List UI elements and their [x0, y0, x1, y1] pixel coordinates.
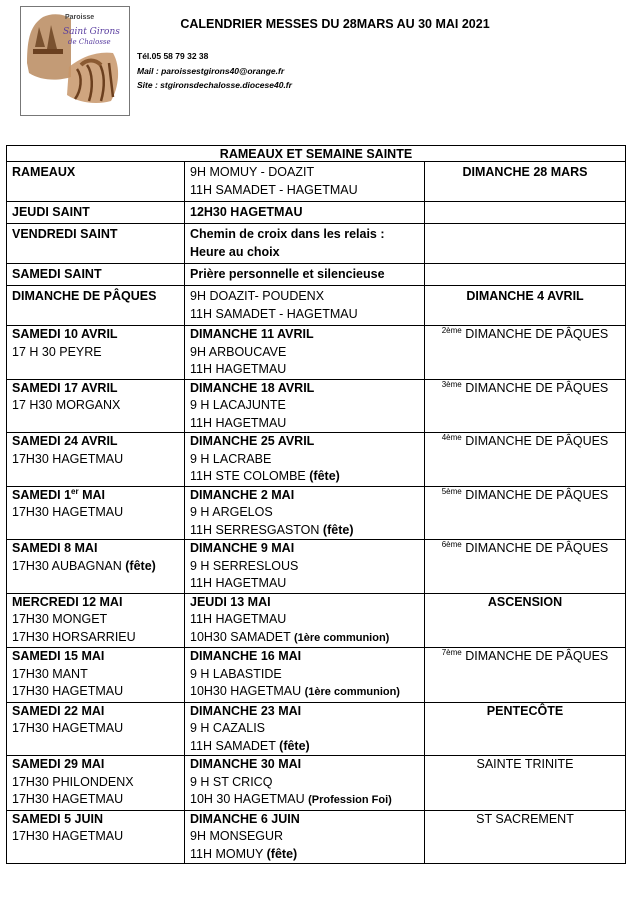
week-header-row: [7, 379, 626, 397]
sunday-date: DIMANCHE 9 MAI: [185, 540, 425, 558]
sunday-date: DIMANCHE 11 AVRIL: [185, 326, 425, 344]
mass-line: [190, 451, 419, 469]
feast-name: [425, 702, 626, 720]
week-masses-row: [7, 558, 626, 594]
feast-name: [425, 593, 626, 611]
mass-text: 11H HAGETMAU: [190, 576, 287, 590]
saturday-date: [7, 486, 185, 504]
saturday-date: [7, 593, 185, 611]
mass-note: (fête): [322, 522, 354, 537]
week-header-row: [7, 702, 626, 720]
feast-ordinal: 3ème: [441, 379, 462, 389]
mass-line: [190, 611, 419, 629]
parish-logo: [20, 6, 130, 116]
saturday-date-text: SAMEDI 1: [12, 487, 72, 502]
mass-text: 17H30 MONGET: [12, 612, 108, 626]
mass-line: [190, 846, 419, 864]
section-title: RAMEAUX ET SEMAINE SAINTE: [7, 146, 626, 162]
mass-line: [190, 504, 419, 522]
week-header-row: [7, 648, 626, 666]
mass-schedule-table: [6, 145, 626, 864]
saturday-masses: [7, 774, 185, 811]
mass-line: [190, 666, 419, 684]
mass-line: [190, 791, 419, 810]
mass-note: (fête): [266, 846, 298, 861]
mass-note: (fête): [309, 469, 340, 483]
mass-text: 17H30 AUBAGNAN: [12, 558, 126, 573]
mass-line: [190, 720, 419, 738]
website-text: Site : stgironsdechalosse.diocese40.fr: [137, 80, 292, 90]
mass-text: 10H 30 HAGETMAU: [190, 792, 309, 806]
saturday-date: [7, 810, 185, 828]
special-detail: [185, 202, 425, 224]
special-label: JEUDI SAINT: [7, 202, 185, 224]
sunday-masses: [185, 611, 425, 648]
feast-name-text: DIMANCHE DE PÂQUES: [461, 327, 609, 341]
feast-name: [425, 756, 626, 774]
mass-line: [190, 397, 419, 415]
mass-note: (Profession Foi): [308, 794, 392, 806]
sunday-masses: [185, 451, 425, 487]
week-header-row: [7, 486, 626, 504]
saturday-masses: [7, 451, 185, 487]
feast-empty: [425, 774, 626, 811]
sunday-masses: [185, 504, 425, 540]
saturday-date: [7, 756, 185, 774]
feast-empty: [425, 451, 626, 487]
feast-empty: [425, 828, 626, 864]
special-row: [7, 286, 626, 326]
mass-line: [190, 522, 419, 540]
feast-empty: [425, 504, 626, 540]
mass-text: 9 H SERRESLOUS: [190, 558, 299, 573]
special-feast: [425, 224, 626, 264]
special-label: DIMANCHE DE PÂQUES: [7, 286, 185, 326]
sunday-date: DIMANCHE 6 JUIN: [185, 810, 425, 828]
mass-line: [190, 738, 419, 756]
week-masses-row: [7, 611, 626, 648]
mass-text: 17 H 30 PEYRE: [12, 344, 102, 359]
mass-line: [12, 828, 179, 846]
mass-text: 11H STE COLOMBE: [190, 469, 310, 483]
mass-text: 9 H CAZALIS: [190, 721, 266, 735]
feast-ordinal: 7ème: [441, 647, 462, 657]
saturday-date: [7, 433, 185, 451]
sunday-date: DIMANCHE 2 MAI: [185, 486, 425, 504]
week-masses-row: [7, 666, 626, 703]
detail-line: 12H30 HAGETMAU: [190, 205, 303, 219]
mass-text: 10H30 SAMADET: [190, 629, 294, 644]
week-masses-row: [7, 720, 626, 756]
sunday-masses: [185, 828, 425, 864]
mass-text: 11H HAGETMAU: [190, 362, 287, 376]
feast-name: [425, 433, 626, 451]
sunday-masses: [185, 344, 425, 380]
special-feast: [425, 264, 626, 286]
logo-text-sub: de Chalosse: [68, 38, 111, 46]
saturday-date-tail: MAI: [78, 487, 105, 502]
saturday-date-text: SAMEDI 24 AVRIL: [12, 434, 118, 448]
saturday-masses: [7, 828, 185, 864]
saturday-date: [7, 326, 185, 344]
sunday-masses: [185, 774, 425, 811]
mass-line: [12, 558, 179, 576]
mass-text: 9 H LACAJUNTE: [190, 398, 286, 412]
feast-name-text: DIMANCHE DE PÂQUES: [461, 541, 609, 555]
saturday-masses: [7, 611, 185, 648]
saturday-masses: [7, 720, 185, 756]
mass-text: 11H SAMADET: [190, 738, 280, 753]
feast-name: [425, 486, 626, 504]
mass-text: 17H30 HAGETMAU: [12, 792, 124, 806]
special-feast: DIMANCHE 28 MARS: [425, 162, 626, 202]
sunday-date: DIMANCHE 23 MAI: [185, 702, 425, 720]
mass-line: [190, 361, 419, 379]
feast-name: [425, 326, 626, 344]
special-row: [7, 264, 626, 286]
mass-text: 10H30 HAGETMAU: [190, 684, 305, 698]
special-label: VENDREDI SAINT: [7, 224, 185, 264]
mass-text: 9H MONSEGUR: [190, 829, 284, 843]
special-label: RAMEAUX: [7, 162, 185, 202]
week-masses-row: [7, 774, 626, 811]
email-text: Mail : paroissestgirons40@orange.fr: [137, 66, 285, 76]
saturday-masses: [7, 504, 185, 540]
feast-name-text: DIMANCHE DE PÂQUES: [461, 649, 609, 663]
mass-text: 9 H ARGELOS: [190, 505, 273, 519]
mass-line: [12, 774, 179, 792]
mass-text: 17H30 HAGETMAU: [12, 721, 124, 735]
detail-line: 9H DOAZIT- POUDENX: [190, 289, 325, 303]
week-masses-row: [7, 828, 626, 864]
mass-line: [190, 344, 419, 362]
mass-line: [12, 666, 179, 684]
mass-text: 11H HAGETMAU: [190, 415, 287, 430]
special-detail: [185, 224, 425, 264]
sunday-date: DIMANCHE 16 MAI: [185, 648, 425, 666]
week-masses-row: [7, 451, 626, 487]
week-header-row: [7, 540, 626, 558]
mass-line: [12, 611, 179, 629]
feast-name-text: ST SACREMENT: [476, 811, 574, 826]
mass-note: (fête): [279, 738, 310, 753]
mass-line: [190, 468, 419, 486]
feast-name-text: DIMANCHE DE PÂQUES: [461, 434, 609, 448]
week-header-row: [7, 326, 626, 344]
sunday-masses: [185, 720, 425, 756]
sunday-masses: [185, 666, 425, 703]
detail-line: Chemin de croix dans les relais : Heure au choix: [190, 227, 385, 259]
mass-line: [190, 629, 419, 648]
mass-line: [12, 683, 179, 701]
saturday-masses: [7, 344, 185, 380]
feast-name: [425, 648, 626, 666]
mass-text: 17H30 HAGETMAU: [12, 829, 124, 843]
mass-text: 17 H30 MORGANX: [12, 398, 121, 412]
mass-line: [190, 558, 419, 576]
mass-text: 9 H LABASTIDE: [190, 666, 282, 681]
mass-text: 17H30 HAGETMAU: [12, 451, 124, 466]
saturday-date-text: SAMEDI 17 AVRIL: [12, 380, 118, 395]
saturday-date-text: MERCREDI 12 MAI: [12, 594, 123, 609]
detail-line: 11H SAMADET - HAGETMAU: [190, 307, 358, 321]
week-masses-row: [7, 504, 626, 540]
logo-artwork: [21, 7, 129, 115]
saturday-date: [7, 648, 185, 666]
feast-name-text: PENTECÔTE: [486, 703, 564, 718]
mass-note: (fête): [125, 558, 156, 573]
feast-name-text: DIMANCHE DE PÂQUES: [461, 487, 609, 502]
special-feast: DIMANCHE 4 AVRIL: [425, 286, 626, 326]
logo-text-top: Paroisse: [65, 14, 95, 21]
mass-line: [12, 720, 179, 738]
sunday-masses: [185, 558, 425, 594]
week-header-row: [7, 756, 626, 774]
saturday-date-text: SAMEDI 5 JUIN: [12, 811, 103, 826]
phone-text: Tél.05 58 79 32 38: [137, 51, 209, 61]
saturday-date-sup: er: [71, 486, 79, 496]
feast-ordinal: 2ème: [441, 325, 462, 335]
saturday-masses: [7, 666, 185, 703]
sunday-masses: [185, 397, 425, 433]
mass-text: 17H30 HORSARRIEU: [12, 629, 136, 644]
mass-line: [12, 504, 179, 522]
special-feast: [425, 202, 626, 224]
feast-empty: [425, 558, 626, 594]
saturday-date: [7, 702, 185, 720]
feast-ordinal: 6ème: [441, 539, 462, 549]
feast-name-text: DIMANCHE DE PÂQUES: [461, 380, 609, 395]
feast-name-text: ASCENSION: [487, 594, 563, 609]
saturday-date-text: SAMEDI 29 MAI: [12, 757, 105, 771]
feast-empty: [425, 344, 626, 380]
logo-text-name: Saint Girons: [63, 27, 120, 37]
week-header-row: [7, 593, 626, 611]
section-header-row: [7, 146, 626, 162]
mass-text: 17H30 HAGETMAU: [12, 505, 124, 519]
special-detail: [185, 286, 425, 326]
saturday-date-text: SAMEDI 22 MAI: [12, 703, 105, 718]
special-row: [7, 224, 626, 264]
mass-line: [190, 828, 419, 846]
week-header-row: [7, 433, 626, 451]
mass-line: [12, 629, 179, 647]
mass-text: 11H MOMUY: [190, 846, 267, 861]
sunday-date: DIMANCHE 25 AVRIL: [185, 433, 425, 451]
saturday-masses: [7, 558, 185, 594]
mass-note: (1ère communion): [304, 686, 400, 698]
mass-line: [190, 683, 419, 702]
saturday-date-text: SAMEDI 15 MAI: [12, 649, 105, 663]
special-detail: [185, 264, 425, 286]
mass-text: 9 H LACRABE: [190, 451, 272, 466]
mass-line: [12, 791, 179, 809]
mass-text: 17H30 HAGETMAU: [12, 684, 124, 698]
special-row: [7, 162, 626, 202]
mass-note: (1ère communion): [293, 631, 390, 644]
feast-name: [425, 540, 626, 558]
special-label: SAMEDI SAINT: [7, 264, 185, 286]
feast-name-text: SAINTE TRINITE: [476, 757, 574, 771]
mass-line: [12, 397, 179, 415]
week-masses-row: [7, 397, 626, 433]
feast-name: [425, 810, 626, 828]
mass-line: [190, 415, 419, 433]
special-row: [7, 202, 626, 224]
mass-text: 17H30 MANT: [12, 666, 88, 681]
mass-text: 17H30 PHILONDENX: [12, 774, 134, 789]
feast-empty: [425, 397, 626, 433]
week-masses-row: [7, 344, 626, 380]
saturday-date: [7, 540, 185, 558]
saturday-date: [7, 379, 185, 397]
week-header-row: [7, 810, 626, 828]
feast-ordinal: 5ème: [441, 486, 462, 496]
page-title: CALENDRIER MESSES DU 28MARS AU 30 MAI 2021: [180, 17, 490, 31]
mass-text: 11H SERRESGASTON: [190, 522, 323, 537]
feast-ordinal: 4ème: [441, 432, 462, 442]
mass-line: [12, 344, 179, 362]
feast-empty: [425, 611, 626, 648]
feast-empty: [425, 666, 626, 703]
mass-line: [190, 774, 419, 792]
feast-empty: [425, 720, 626, 756]
mass-text: 9H ARBOUCAVE: [190, 344, 287, 359]
special-detail: [185, 162, 425, 202]
detail-line: 11H SAMADET - HAGETMAU: [190, 183, 358, 197]
mass-line: [12, 451, 179, 469]
saturday-date-text: SAMEDI 10 AVRIL: [12, 327, 118, 341]
sunday-date: DIMANCHE 30 MAI: [185, 756, 425, 774]
saturday-date-text: SAMEDI 8 MAI: [12, 541, 98, 555]
sunday-date: JEUDI 13 MAI: [185, 593, 425, 611]
sunday-date: DIMANCHE 18 AVRIL: [185, 379, 425, 397]
mass-text: 9 H ST CRICQ: [190, 774, 273, 789]
mass-text: 11H HAGETMAU: [190, 612, 287, 626]
feast-name: [425, 379, 626, 397]
mass-line: [190, 575, 419, 593]
detail-line: Prière personnelle et silencieuse: [190, 267, 385, 281]
detail-line: 9H MOMUY - DOAZIT: [190, 165, 315, 179]
saturday-masses: [7, 397, 185, 433]
